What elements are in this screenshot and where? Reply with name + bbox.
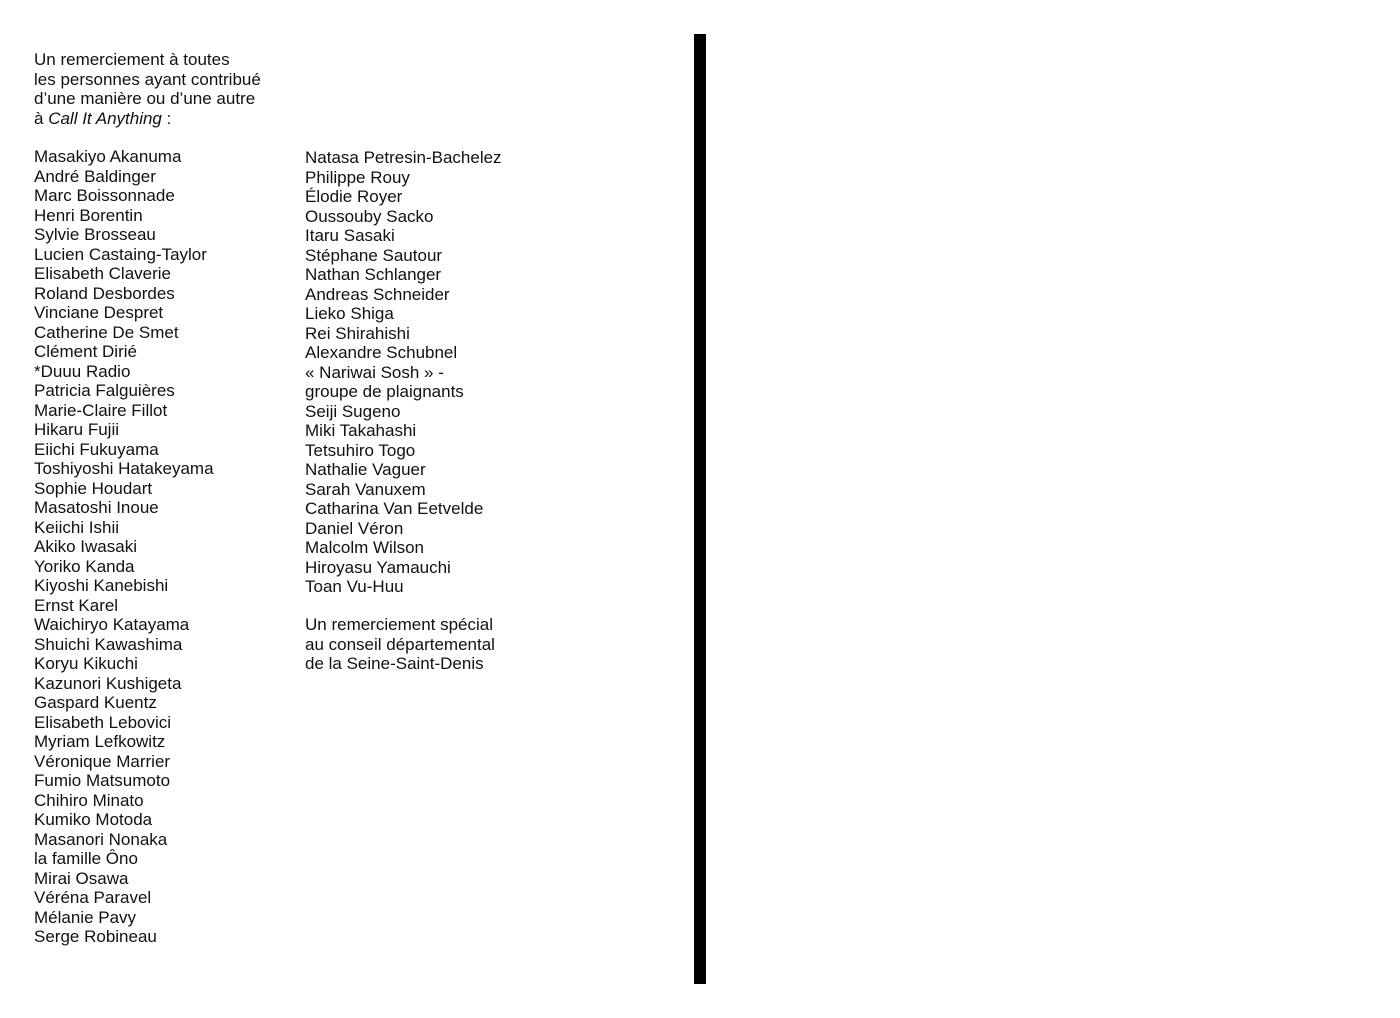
name-item: Myriam Lefkowitz — [34, 732, 166, 751]
name-item: Mélanie Pavy — [34, 907, 137, 927]
name-item: André Baldinger — [34, 166, 156, 186]
name-item: Marie-Claire Fillot — [34, 400, 168, 420]
name-item: *Duuu Radio — [34, 361, 131, 381]
intro-line: les personnes ayant contribué — [34, 69, 261, 89]
name-item: Yoriko Kanda — [34, 556, 135, 576]
name-item: Marc Boissonnade — [34, 186, 175, 205]
intro-line — [34, 109, 304, 129]
special-line: Un remerciement spécial — [305, 615, 494, 634]
name-item: Itaru Sasaki — [305, 226, 395, 245]
right-page — [706, 0, 1400, 1018]
name-item: Patricia Falguières — [34, 381, 175, 400]
name-item: Masakiyo Akanuma — [34, 147, 182, 166]
name-item: Oussouby Sacko — [305, 206, 434, 226]
name-item: Catharina Van Eetvelde — [305, 499, 484, 518]
name-item: Serge Robineau — [34, 927, 157, 946]
name-item: Kiyoshi Kanebishi — [34, 576, 169, 595]
name-item: Stéphane Sautour — [305, 245, 443, 265]
name-item: Ernst Karel — [34, 595, 119, 615]
name-item: Vinciane Despret — [34, 303, 164, 322]
names-column-1 — [34, 147, 214, 947]
name-item: Seiji Sugeno — [305, 401, 401, 421]
name-item: Clément Dirié — [34, 342, 137, 361]
name-item: Roland Desbordes — [34, 283, 175, 303]
name-item: Rei Shirahishi — [305, 323, 410, 343]
name-item: Akiko Iwasaki — [34, 537, 137, 556]
name-item: Andreas Schneider — [305, 284, 450, 304]
name-item: Tetsuhiro Togo — [305, 440, 416, 460]
name-item: Lucien Castaing-Taylor — [34, 244, 207, 264]
name-item: Mirai Osawa — [34, 868, 129, 888]
name-item: Kumiko Motoda — [34, 810, 153, 829]
name-item: Élodie Royer — [305, 187, 403, 206]
name-item: Véronique Marrier — [34, 751, 171, 771]
name-item: Daniel Véron — [305, 518, 404, 538]
work-title: Call It Anything — [48, 108, 162, 128]
name-item: Philippe Rouy — [305, 167, 410, 187]
name-item: Elisabeth Claverie — [34, 264, 172, 283]
intro-suffix: : — [161, 108, 172, 128]
names-column-2 — [305, 148, 502, 597]
name-item: Elisabeth Lebovici — [34, 712, 172, 732]
name-item: Hiroyasu Yamauchi — [305, 557, 451, 577]
intro-line: Un remerciement à toutes — [34, 50, 230, 69]
name-item: Toan Vu-Huu — [305, 577, 404, 596]
name-item: Keiichi Ishii — [34, 517, 120, 537]
special-line: au conseil départemental — [305, 634, 495, 654]
name-item: Malcolm Wilson — [305, 538, 425, 557]
name-item: Kazunori Kushigeta — [34, 673, 182, 693]
name-item: Masanori Nonaka — [34, 829, 168, 849]
name-item: Lieko Shiga — [305, 304, 394, 323]
name-item: « Nariwai Sosh » - — [305, 362, 444, 382]
name-item: Henri Borentin — [34, 205, 143, 225]
left-page — [0, 0, 694, 1018]
special-thanks — [305, 615, 605, 674]
name-item: Natasa Petresin-Bachelez — [305, 148, 502, 167]
name-item: Eiichi Fukuyama — [34, 439, 159, 459]
name-item: Miki Takahashi — [305, 421, 417, 440]
special-line: de la Seine-Saint-Denis — [305, 654, 484, 673]
name-item: Toshiyoshi Hatakeyama — [34, 459, 214, 478]
name-item: Chihiro Minato — [34, 790, 144, 810]
name-item: Nathalie Vaguer — [305, 460, 426, 479]
name-item: Shuichi Kawashima — [34, 634, 183, 654]
name-item: Koryu Kikuchi — [34, 654, 138, 673]
name-item: Gaspard Kuentz — [34, 693, 157, 712]
name-item: Sylvie Brosseau — [34, 225, 156, 244]
name-item: Sarah Vanuxem — [305, 479, 426, 499]
name-item: Véréna Paravel — [34, 888, 152, 907]
name-item: Masatoshi Inoue — [34, 498, 159, 517]
name-item: groupe de plaignants — [305, 382, 464, 401]
intro-text — [34, 50, 304, 128]
name-item: Hikaru Fujii — [34, 420, 120, 439]
name-item: Nathan Schlanger — [305, 265, 442, 284]
intro-prefix: à — [34, 108, 49, 128]
name-item: Waichiryo Katayama — [34, 615, 190, 634]
name-item: Fumio Matsumoto — [34, 771, 171, 790]
name-item: Catherine De Smet — [34, 322, 179, 342]
intro-line: d’une manière ou d’une autre — [34, 89, 256, 108]
name-item: la famille Ôno — [34, 849, 138, 868]
name-item: Alexandre Schubnel — [305, 343, 458, 362]
name-item: Sophie Houdart — [34, 478, 153, 498]
page-divider — [694, 34, 706, 984]
